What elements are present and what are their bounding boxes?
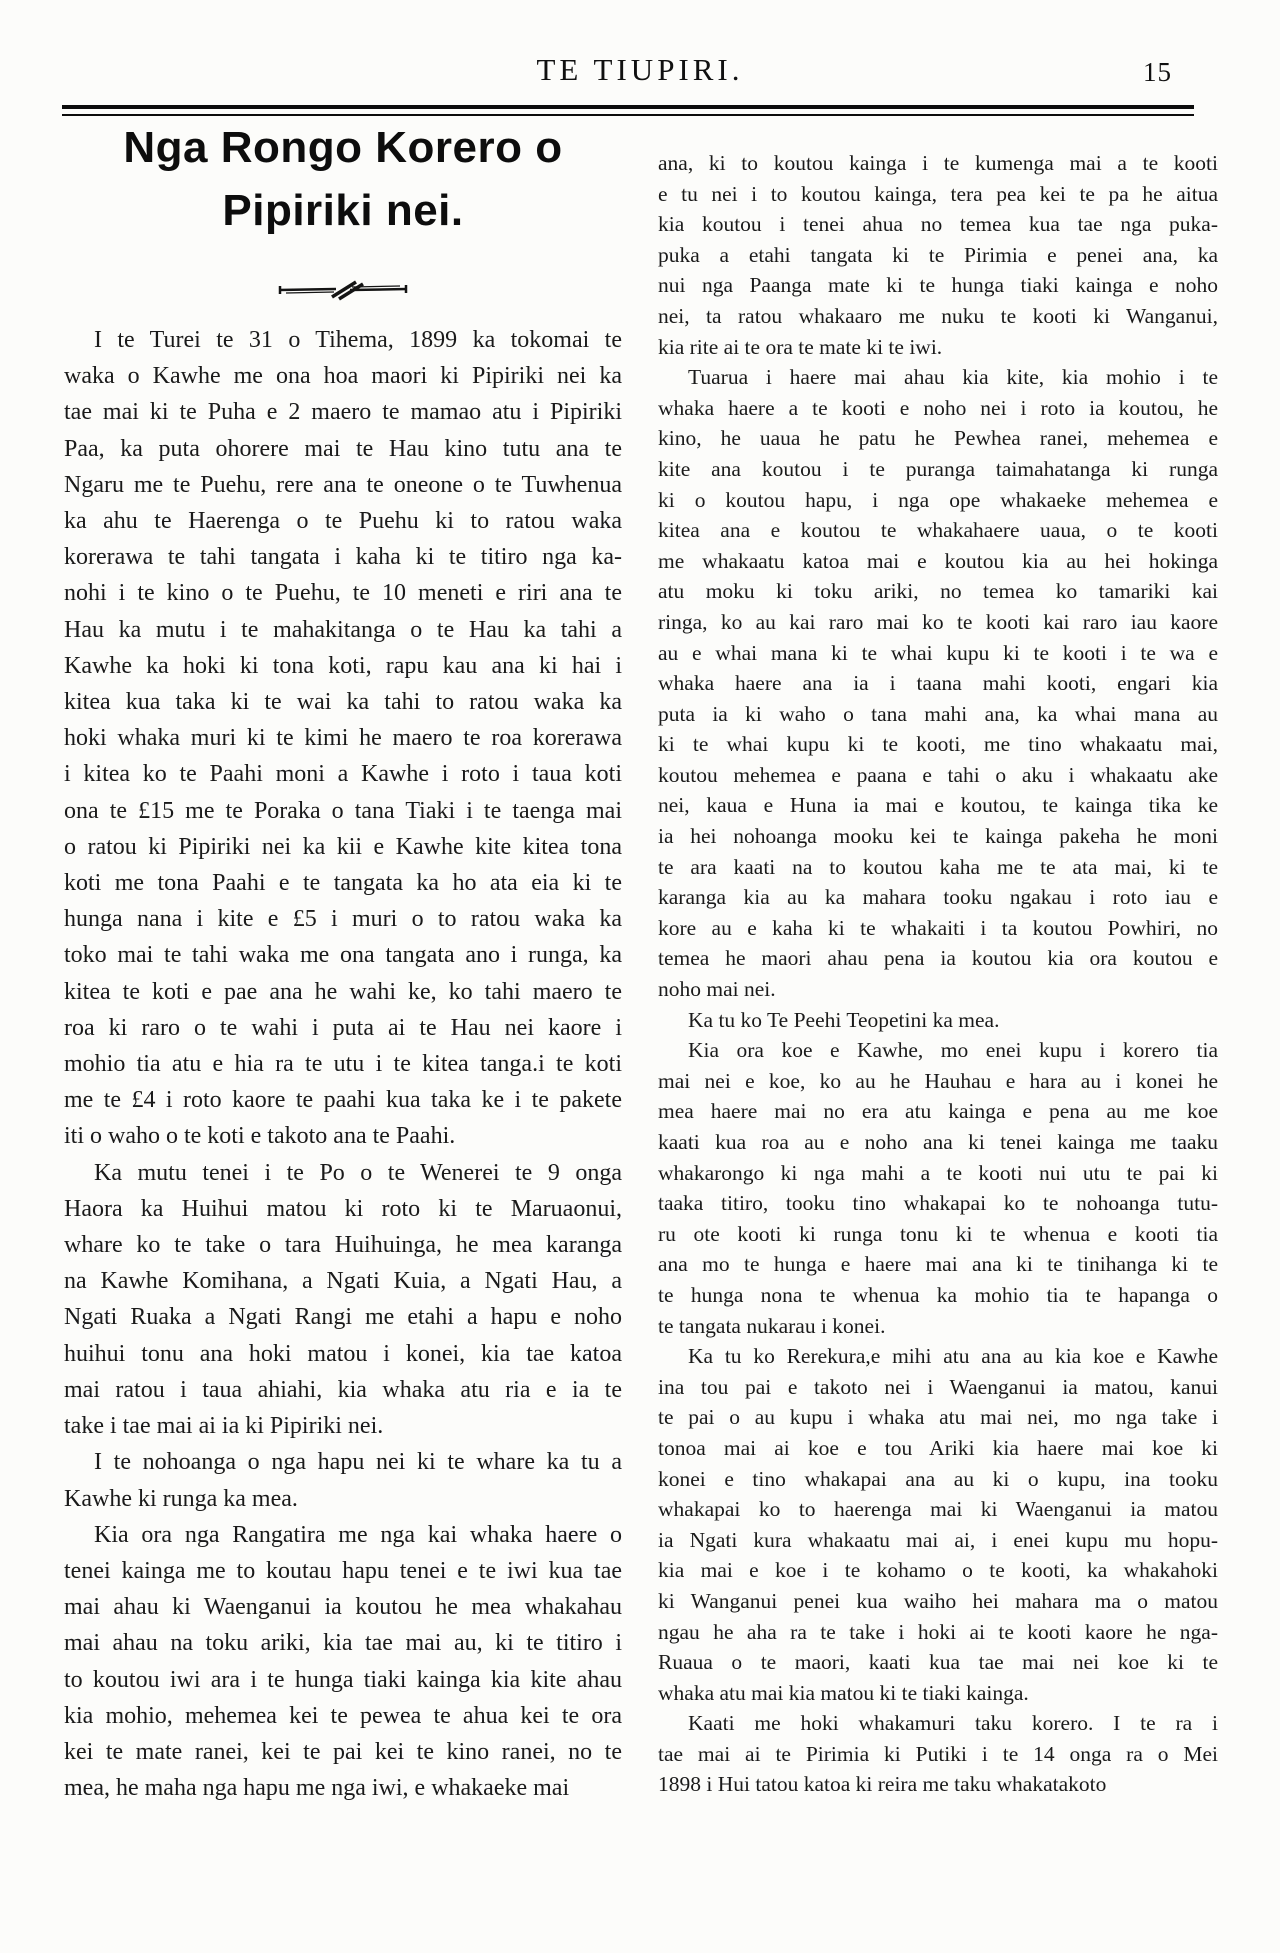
text-line: me whakaatu katoa mai e koutou kia au hei hokinga [658, 548, 1218, 573]
text-line: nei, kaua e Huna ia mai e koutou, te kainga tika ke [658, 793, 1218, 818]
text-line: mai nei e koe, ko au he Hauhau e hara au i konei he [658, 1068, 1218, 1093]
text-line: mai ratou i taua ahiahi, kia whaka atu ria e ia te [64, 1376, 622, 1403]
text-line: hunga nana i kite e £5 i muri o to ratou waka ka [64, 906, 622, 933]
text-line: mai ahau ki Waenganui ia koutou he mea whakahau [64, 1594, 622, 1621]
text-line: karanga kia au ka mahara tooku ngakau i roto iau e [658, 885, 1218, 910]
text-line: nui nga Paanga mate ki te hunga tiaki kainga e noho [658, 273, 1218, 298]
text-line: konei e tino whakapai ana au ki o kupu, ina tooku [658, 1466, 1218, 1491]
text-line: kitea kua taka ki te wai ka tahi to ratou waka ka [64, 689, 622, 716]
text-line: ona te £15 me te Poraka o tana Tiaki i te taenga mai [64, 797, 622, 824]
text-line: toko mai te tahi waka me ona tangata ano i runga, ka [64, 942, 622, 969]
text-line: tae mai ai te Pirimia ki Putiki i te 14 onga ra o Mei [658, 1741, 1218, 1766]
text-line: roa ki raro o te wahi i puta ai te Hau nei kaore i [64, 1014, 622, 1041]
text-line: te ara kaati na to koutou kaha me te ata mai, ki te [658, 854, 1218, 879]
ornamental-rule-icon [64, 274, 622, 306]
text-line: Kawhe ka hoki ki tona koti, rapu kau ana ki hai i [64, 652, 622, 679]
page-number: 15 [1143, 57, 1172, 87]
text-line: ki o koutou hapu, i nga ope whakaeke mehemea e [658, 487, 1218, 512]
text-line: puta ia ki waho o tana mahi ana, ka whai mana au [658, 701, 1218, 726]
text-line: te tangata nukarau i konei. [658, 1313, 886, 1338]
text-line: ringa, ko au kai raro mai ko te kooti kai raro iau kaore [658, 609, 1218, 634]
text-line: Hau ka mutu i te mahakitanga o te Hau ka tahi a [64, 616, 622, 643]
text-line: kite ana koutou i te puranga taimahatanga ki runga [658, 456, 1218, 481]
text-line: Ka tu ko Rerekura,e mihi atu ana au kia koe e Kawhe [688, 1344, 1218, 1369]
text-line: take i tae mai ai ia ki Pipiriki nei. [64, 1413, 384, 1440]
text-line: koutou mehemea e paana e tahi o aku i whakaatu ake [658, 762, 1218, 787]
text-line: Kawhe ki runga ka mea. [64, 1485, 298, 1512]
paragraph [64, 1444, 622, 1516]
text-line: huihui tonu ana hoki matou i konei, kia tae katoa [64, 1340, 622, 1367]
text-line: kino, he uaua he patu he Pewhea ranei, mehemea e [658, 426, 1218, 451]
text-line: me te £4 i roto kaore te paahi kua taka ke i te pakete [64, 1087, 622, 1114]
text-line: ana, ki to koutou kainga i te kumenga mai a te kooti [658, 151, 1218, 175]
text-line: te hunga nona te whenua ka mohio tia te hapanga o [658, 1282, 1218, 1307]
text-line: e tu nei i to koutou kainga, tera pea kei te pa he aitua [658, 181, 1218, 206]
left-text-column [64, 322, 622, 1806]
newspaper-title: TE TIUPIRI. [536, 52, 744, 87]
text-line: tenei kainga me to koutau hapu tenei e te iwi kua tae [64, 1557, 622, 1584]
article-heading [64, 116, 622, 242]
text-line: mea haere mai no era atu kainga e pena au me koe [658, 1099, 1218, 1124]
text-line: hoki whaka muri ki te kimi he maero te roa korerawa [64, 725, 622, 752]
text-line: kia mohio, mehemea kei te pewea te ahua kei te ora [64, 1702, 622, 1729]
text-line: kei te mate ranei, kei te pai kei te kino ranei, no te [64, 1738, 622, 1765]
text-line: mohio tia atu e hia ra te utu i te kitea tanga.i te koti [64, 1051, 622, 1078]
article-heading-line2: Pipiriki nei. [222, 186, 464, 235]
text-line: kia mai e koe i te kohamo o te kooti, ka whakahoki [658, 1558, 1218, 1583]
text-line: noho mai nei. [658, 977, 776, 1002]
text-line: Paa, ka puta ohorere mai te Hau kino tutu ana te [64, 435, 622, 462]
text-line: kore au e kaha ki te whakaiti i ta koutou Powhiri, no [658, 915, 1218, 940]
text-line: tonoa mai ai koe e tou Ariki kia haere mai koe ki [658, 1435, 1218, 1460]
text-line: Ngati Ruaka a Ngati Rangi me etahi a hapu e noho [64, 1304, 622, 1331]
text-line: nohi i te kino o te Puehu, te 10 meneti e riri ana te [64, 580, 622, 607]
paragraph [658, 1005, 1218, 1036]
text-line: ngau he aha ra te take i hoki ai te kooti kaore he nga- [658, 1619, 1218, 1644]
text-line: 1898 i Hui tatou katoa ki reira me taku whakatakoto [658, 1772, 1107, 1797]
header-double-rule [62, 105, 1194, 116]
text-line: Kia ora koe e Kawhe, mo enei kupu i korero tia [688, 1038, 1218, 1063]
text-line: Kaati me hoki whakamuri taku korero. I te ra i [688, 1711, 1218, 1736]
text-line: taaka titiro, tooku tino whakapai ko te nohoanga tutu- [658, 1191, 1218, 1216]
text-line: Ka mutu tenei i te Po o te Wenerei te 9 onga [94, 1159, 622, 1186]
text-line: Ruaua o te maori, kaati kua tae mai nei koe ki te [658, 1650, 1218, 1675]
text-line: whare ko te take o tara Huihuinga, he mea karanga [64, 1232, 622, 1259]
text-line: Kia ora nga Rangatira me nga kai whaka haere o [94, 1521, 622, 1548]
text-line: o ratou ki Pipiriki nei ka kii e Kawhe kite kitea tona [64, 833, 622, 860]
text-line: kaati kua roa au e noho ana ki tenei kainga me taaku [658, 1130, 1218, 1154]
text-line: nei, ta ratou whakaaro me nuku te kooti ki Wanganui, [658, 303, 1218, 328]
text-line: Haora ka Huihui matou ki roto ki te Maruaonui, [64, 1195, 622, 1222]
text-line: Tuarua i haere mai ahau kia kite, kia mohio i te [688, 365, 1218, 390]
paragraph [64, 1517, 622, 1807]
text-line: whaka atu mai kia matou ki te tiaki kainga. [658, 1680, 1029, 1705]
article-heading-line1: Nga Rongo Korero o [123, 123, 563, 172]
text-line: ki Wanganui penei kua waiho hei mahara ma o matou [658, 1588, 1218, 1613]
right-text-column [658, 148, 1218, 1800]
paragraph [658, 1035, 1218, 1341]
paragraph [64, 322, 622, 1155]
text-line: ia Ngati kura whakaatu mai ai, i enei kupu mu hopu- [658, 1527, 1218, 1552]
text-line: whakarongo ki nga mahi a te kooti nui utu te pai ki [658, 1160, 1218, 1185]
text-line: atu moku ki toku ariki, no temea ko tamariki kai [658, 579, 1218, 604]
text-line: temea he maori ahau pena ia koutou kia ora koutou e [658, 946, 1218, 971]
paragraph [658, 1341, 1218, 1708]
text-line: ia hei nohoanga mooku kei te kainga pakeha he moni [658, 824, 1218, 849]
text-line: whaka haere a te kooti e noho nei i roto ia koutou, he [658, 395, 1218, 420]
paragraph [658, 362, 1218, 1004]
text-line: Ngaru me te Puehu, rere ana te oneone o te Tuwhenua [64, 471, 622, 498]
text-line: tae mai ki te Puha e 2 maero te mamao atu i Pipiriki [64, 399, 622, 426]
text-line: te pai o au kupu i whaka atu mai nei, mo nga take i [658, 1405, 1218, 1430]
text-line: mea, he maha nga hapu me nga iwi, e whakaeke mai [64, 1775, 570, 1802]
text-line: kitea ana e koutou te whakahaere uaua, o te kooti [658, 518, 1218, 543]
text-line: I te nohoanga o nga hapu nei ki te whare ka tu a [94, 1449, 622, 1476]
text-line: to koutou iwi ara i te hunga tiaki kainga kia kite ahau [64, 1666, 622, 1693]
text-line: Ka tu ko Te Peehi Teopetini ka mea. [688, 1007, 1000, 1032]
text-line: mai ahau na toku ariki, kia tae mai au, ki te titiro i [64, 1630, 622, 1657]
paragraph [658, 1708, 1218, 1800]
text-line: ru ote kooti ki runga tonu ki te whenua e kooti tia [658, 1221, 1218, 1246]
text-line: au e whai mana ki te whai kupu ki te kooti i te wa e [658, 640, 1218, 665]
text-line: ka ahu te Haerenga o te Puehu ki to ratou waka [64, 508, 622, 535]
text-line: kia rite ai te ora te mate ki te iwi. [658, 334, 943, 359]
text-line: kitea te koti e pae ana he wahi ke, ko tahi maero te [64, 978, 622, 1005]
paragraph [64, 1155, 622, 1445]
text-line: ina tou pai e takoto nei i Waenganui ia matou, kanui [658, 1374, 1218, 1399]
text-line: na Kawhe Komihana, a Ngati Kuia, a Ngati Hau, a [64, 1268, 622, 1295]
text-line: i kitea ko te Paahi moni a Kawhe i roto i taua koti [64, 761, 622, 788]
text-line: puka a etahi tangata ki te Pirimia e penei ana, ka [658, 242, 1218, 267]
text-line: I te Turei te 31 o Tihema, 1899 ka tokomai te [94, 327, 622, 353]
text-line: whaka haere ana ia i taana mahi kooti, engari kia [658, 671, 1218, 696]
text-line: waka o Kawhe me ona hoa maori ki Pipiriki nei ka [64, 363, 622, 390]
text-line: kia koutou i tenei ahua no temea kua tae nga puka- [658, 212, 1218, 237]
text-line: whakapai ko to haerenga mai ki Waenganui ia matou [658, 1497, 1218, 1522]
text-line: koti me tona Paahi e te tangata ka ho ata eia ki te [64, 870, 622, 897]
paragraph [658, 148, 1218, 362]
text-line: iti o waho o te koti e takoto ana te Paahi. [64, 1123, 456, 1150]
text-line: ki te whai kupu ki te kooti, me tino whakaatu mai, [658, 732, 1218, 757]
text-line: ana mo te hunga e haere mai ana ki te tinihanga ki te [658, 1252, 1218, 1277]
text-line: korerawa te tahi tangata i kaha ki te titiro nga ka- [64, 544, 622, 571]
